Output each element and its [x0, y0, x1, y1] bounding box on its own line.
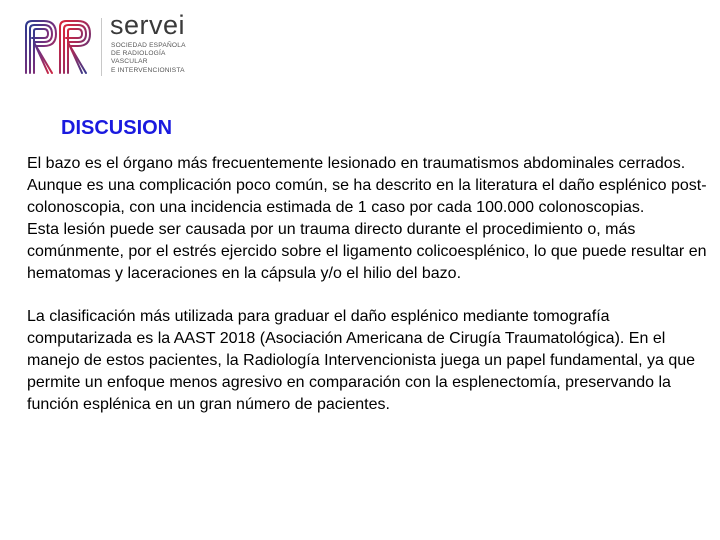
- slide-heading: DISCUSION: [61, 117, 173, 139]
- servei-logo-mark-icon: [22, 17, 94, 77]
- logo-brand-text: servei: [110, 10, 186, 40]
- slide-body: [27, 153, 707, 416]
- body-paragraph: Esta lesión puede ser causada por un trauma directo durante el procedimiento o, más comúnmente, por el estrés ejercido sobre el ligamento colicoesplénico, lo que puede resultar en hematomas y laceraciones en la cápsula y/o el hilio del bazo.: [27, 221, 707, 282]
- servei-logo: [22, 10, 212, 80]
- body-paragraph: El bazo es el órgano más frecuentemente lesionado en traumatismos abdominales cerrados.: [27, 155, 686, 172]
- logo-subtitle-line: E INTERVENCIONISTA: [111, 66, 185, 74]
- paragraph-gap: [27, 285, 707, 306]
- body-paragraph: Aunque es una complicación poco común, se ha descrito en la literatura el daño esplénico post-colonoscopia, con una incidencia estimada de 1 caso por cada 100.000 colonoscopias.: [27, 177, 707, 216]
- logo-subtitle-line: DE RADIOLOGÍA: [111, 50, 166, 58]
- logo-subtitle-line: VASCULAR: [111, 58, 148, 66]
- logo-divider: [101, 18, 102, 76]
- logo-subtitle: [111, 42, 186, 75]
- body-paragraph: La clasificación más utilizada para graduar el daño esplénico mediante tomografía computarizada es la AAST 2018 (Asociación Americana de Cirugía Traumatológica). En el manejo de estos pacientes, la Radiología Intervencionista juega un papel fundamental, ya que permite un enfoque menos agresivo en comparación con la esplenectomía, preservando la función esplénica en un gran número de pacientes.: [27, 308, 696, 413]
- logo-subtitle-line: SOCIEDAD ESPAÑOLA: [111, 42, 186, 49]
